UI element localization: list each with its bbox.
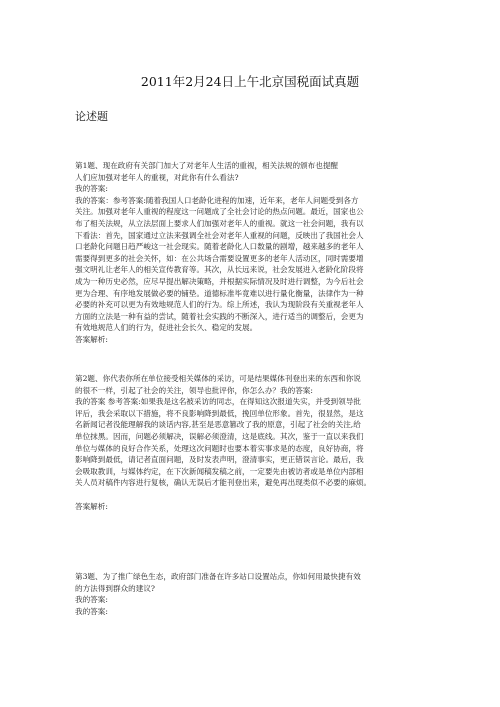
question-2-line: 影响降到最低，请记者直面问题，及时发表声明，澄清事实，更正错误言论。最后，我 bbox=[75, 455, 364, 465]
question-1-line: 下看法：首先，国家通过立法来强调全社会对老年人重视的问题，反映出了我国社会人 bbox=[75, 230, 364, 240]
question-1-line: 第1题、现在政府有关部门加大了对老年人生活的重视，相关法规的颁布也提醒 bbox=[75, 161, 339, 170]
question-1-line: 方面的立法是一种有益的尝试，随着社会实践的不断深入，进行适当的调整后，会更为 bbox=[75, 311, 364, 321]
document-title: 2011年2月24日上午北京国税面试真题 bbox=[140, 74, 360, 89]
question-2-line: 单位抹黑。因而，问题必须解决，误解必须澄清，这是底线。其次，鉴于一直以来我们 bbox=[75, 431, 364, 441]
question-1-line: 口老龄化问题日趋严峻这一社会现实。随着老龄化人口数量的剧增，越来越多的老年人 bbox=[75, 242, 364, 252]
question-2-line: 关人员对稿件内容进行复核，确认无误后才能刊登出来，避免再出现类似不必要的麻烦。 bbox=[75, 478, 372, 488]
question-1-line: 必要的补充可以更为有效地规范人们的行为。综上所述，我认为现阶段有关重视老年人 bbox=[75, 300, 364, 310]
question-2-line: 名新闻记者没能理解我的谈话内容,甚至是恶意篡改了我的原意，引起了社会的关注,给 bbox=[75, 420, 361, 430]
question-2-line: 答案解析: bbox=[75, 501, 108, 511]
question-1-line: 人们应加强对老年人的重视，对此你有什么看法? bbox=[75, 172, 239, 182]
question-1-line: 关注。加强对老年人重视的程度这一问题成了全社会讨论的热点问题。最近，国家也公 bbox=[75, 207, 364, 217]
question-1-line: 更为合理、有序地发展做必要的铺垫。道德标准毕竟难以进行量化衡量，法律作为一种 bbox=[75, 288, 364, 298]
question-2-line: 评后，我会采取以下措施，将不良影响降到最低，挽回单位形象。首先，很显然，是这 bbox=[75, 408, 364, 418]
question-1-line: 需要得到更多的社会关怀，如：在公共场合需要设置更多的老年人活动区，同时需要增 bbox=[75, 253, 364, 263]
question-1-line: 有效地规范人们的行为，促进社会长久、稳定的发展。 bbox=[75, 323, 258, 333]
question-2-line: 第2题、你代表你所在单位接受相关媒体的采访，可是结果媒体刊登出来的东西和你说 bbox=[75, 374, 361, 383]
question-1-line: 强文明礼让老年人的相关宣传教育等。其次，从长远来说，社会发展进入老龄化阶段将 bbox=[75, 265, 364, 275]
question-3-line: 我的答案: bbox=[75, 595, 108, 605]
question-2-line: 的很不一样，引起了社会的关注，领导也批评你，你怎么办？我的答案: bbox=[75, 385, 313, 395]
question-1 bbox=[75, 160, 435, 346]
question-1-line: 布了相关法规，从立法层面上要求人们加强对老年人的重视。就这一社会问题，我有以 bbox=[75, 218, 364, 228]
question-2-line bbox=[75, 489, 435, 501]
question-1-line: 成为一种历史必然，应尽早提出解决策略，并根据实际情况及时进行调整，为今后社会 bbox=[75, 276, 364, 286]
question-1-line: 我的答案: bbox=[75, 184, 108, 194]
question-1-line: 我的答案：参考答案:随着我国人口老龄化进程的加速，近年来，老年人问题受到各方 bbox=[75, 195, 359, 205]
question-2 bbox=[75, 373, 435, 512]
question-2-line: 会吸取教训，与媒体约定，在下次新闻稿发稿之前，一定要先由被访者或是单位内部相 bbox=[75, 466, 364, 476]
question-3-line: 的方法得到群众的建议? bbox=[75, 583, 156, 593]
question-3-line: 我的答案: bbox=[75, 606, 108, 616]
question-2-line: 我的答案 参考答案:如果我是这名被采访的同志，在得知这次报道失实，并受到领导批 bbox=[75, 397, 361, 407]
section-heading: 论述题 bbox=[75, 110, 108, 123]
question-1-line: 答案解析: bbox=[75, 334, 108, 344]
question-3 bbox=[75, 571, 435, 617]
question-3-line: 第3题、为了推广绿色生态，政府部门准备在许多站口设置站点，你如何用最快捷有效 bbox=[75, 572, 361, 581]
question-2-line: 单位与媒体的良好合作关系，处理这次问题时也要本着实事求是的态度，良好协商，将 bbox=[75, 443, 364, 453]
